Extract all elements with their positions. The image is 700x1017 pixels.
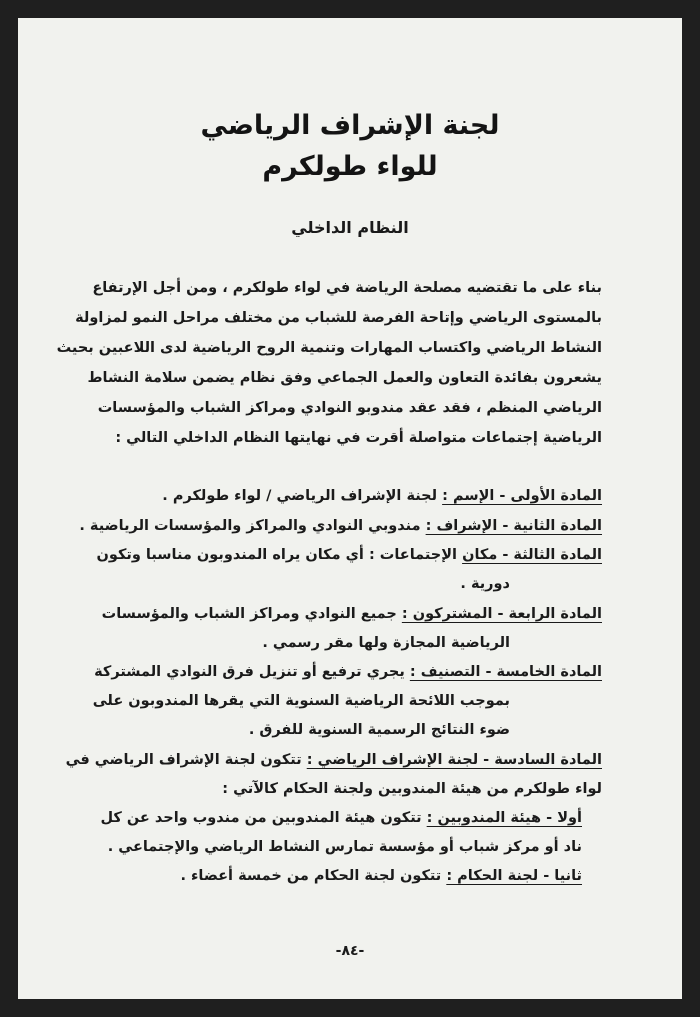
subitem-second-label: ثانيا - لجنة الحكام : <box>446 868 582 884</box>
page-number: -٨٤- <box>335 943 365 959</box>
document-page <box>18 18 682 999</box>
intro-line-2: بالمستوى الرياضي وإتاحة الفرصة للشباب من مختلف مراحل النمو لمزاولة <box>75 310 602 326</box>
article-6-text: تتكون لجنة الإشراف الرياضي في <box>65 752 307 768</box>
article-1-label: المادة الأولى - الإسم : <box>442 488 602 504</box>
article-1-text: لجنة الإشراف الرياضي / لواء طولكرم . <box>162 488 443 504</box>
article-4-cont: الرياضية المجازة ولها مقر رسمي . <box>262 635 510 651</box>
intro-line-4: يشعرون بفائدة التعاون والعمل الجماعي وفق نظام يضمن سلامة النشاط <box>87 370 602 386</box>
article-5-cont-1: بموجب اللائحة الرياضية السنوية التي يقرها المندوبون على <box>92 693 510 709</box>
section-heading: النظام الداخلي <box>291 218 409 237</box>
intro-line-1: بناء على ما تقتضيه مصلحة الرياضة في لواء طولكرم ، ومن أجل الإرتفاع <box>92 280 602 296</box>
article-5 <box>94 664 602 680</box>
article-4 <box>102 606 602 622</box>
subitem-first <box>100 810 582 826</box>
article-3-cont: دورية . <box>460 576 510 592</box>
article-6-cont: لواء طولكرم من هيئة المندوبين ولجنة الحكام كالآتي : <box>222 781 602 797</box>
article-4-text: جميع النوادي ومراكز الشباب والمؤسسات <box>101 606 402 622</box>
article-3 <box>97 547 603 563</box>
article-3-label: المادة الثالثة - مكان <box>462 547 602 563</box>
article-4-label: المادة الرابعة - المشتركون : <box>401 606 602 622</box>
article-3-text: الإجتماعات : أي مكان يراه المندوبون مناسبا وتكون <box>96 547 463 563</box>
article-2-label: المادة الثانية - الإشراف : <box>425 518 602 534</box>
article-1 <box>162 488 602 504</box>
subitem-first-label: أولا - هيئة المندوبين : <box>426 810 582 826</box>
intro-line-3: النشاط الرياضي واكتساب المهارات وتنمية الروح الرياضية لدى اللاعبين بحيث <box>56 340 602 356</box>
article-6 <box>66 752 602 768</box>
subitem-second-text: تتكون لجنة الحكام من خمسة أعضاء . <box>180 868 447 884</box>
article-5-cont-2: ضوء النتائج الرسمية السنوية للفرق . <box>248 722 510 738</box>
article-5-label: المادة الخامسة - التصنيف : <box>409 664 602 680</box>
article-5-text: يجري ترفيع أو تنزيل فرق النوادي المشتركة <box>94 664 410 680</box>
article-2-text: مندوبي النوادي والمراكز والمؤسسات الرياضية . <box>79 518 426 534</box>
intro-line-6: الرياضية إجتماعات متواصلة أقرت في نهايتها النظام الداخلي التالي : <box>115 430 602 446</box>
document-title: لجنة الإشراف الرياضي <box>200 110 500 141</box>
subitem-first-cont: ناد أو مركز شباب أو مؤسسة تمارس النشاط الرياضي والإجتماعي . <box>107 839 582 855</box>
article-6-label: المادة السادسة - لجنة الإشراف الرياضي : <box>306 752 602 768</box>
subitem-second <box>180 868 582 884</box>
document-title-line2: للواء طولكرم <box>262 151 438 182</box>
article-2 <box>79 518 602 534</box>
subitem-first-text: تتكون هيئة المندوبين من مندوب واحد عن كل <box>100 810 427 826</box>
intro-line-5: الرياضي المنظم ، فقد عقد مندوبو النوادي ومراكز الشباب والمؤسسات <box>97 400 602 416</box>
